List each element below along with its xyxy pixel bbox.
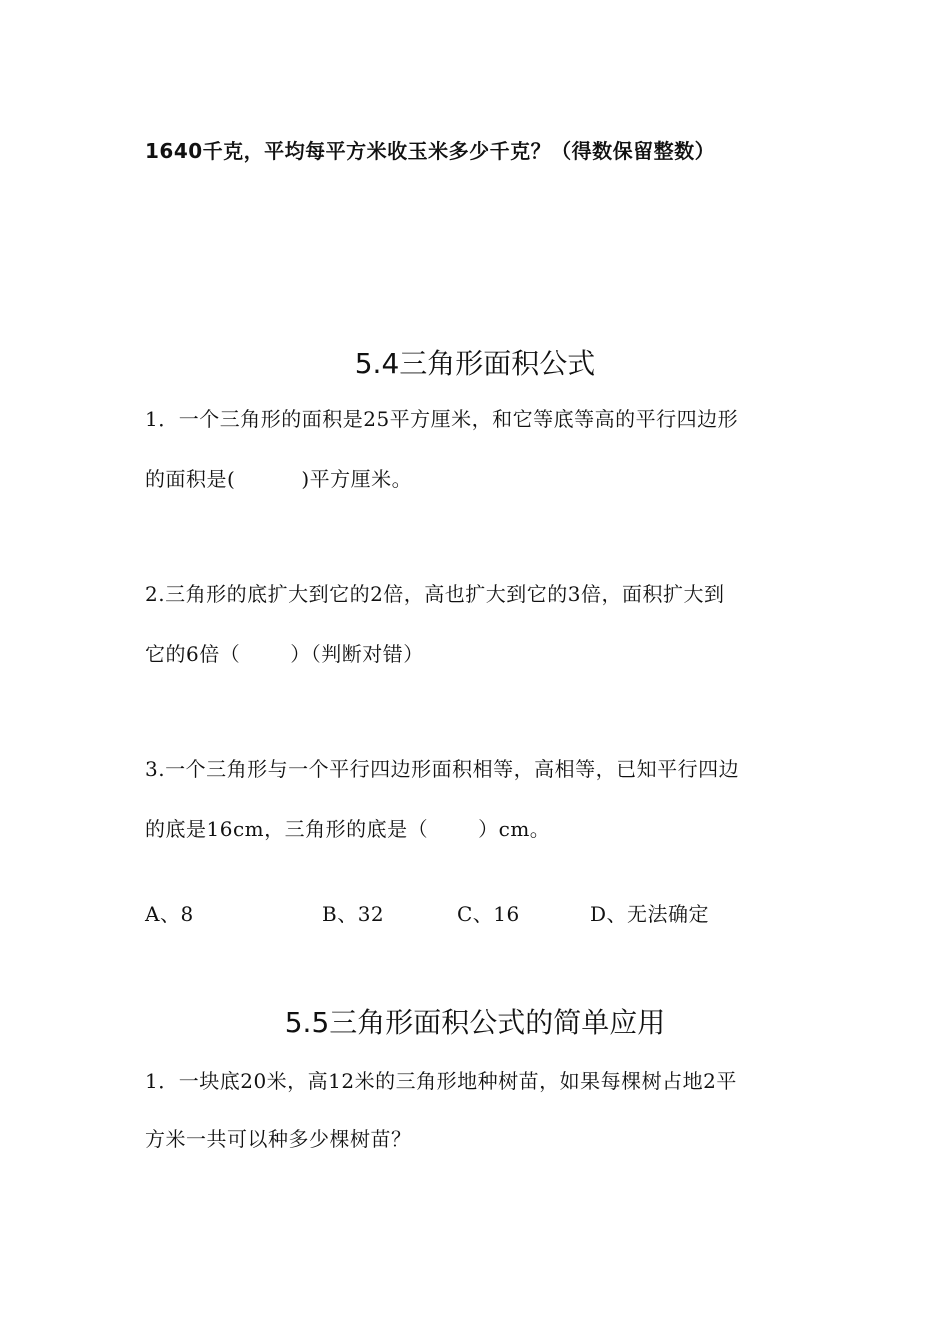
question-text: ）cm。 [478,817,551,841]
section-title-5-4: 5.4三角形面积公式 [354,347,596,380]
question-text-line [145,815,550,843]
section-title-5-5: 5.5三角形面积公式的简单应用 [284,1006,666,1039]
option-b: B、32 [322,902,385,926]
question-text: ）（判断对错） [290,642,424,666]
question-text: )平方厘米。 [301,467,413,491]
question-text: 它的6倍（ [145,642,241,666]
question-text-line: 方米一共可以种多少棵树苗？ [145,1127,412,1151]
question-text: 的面积是( [145,467,236,491]
option-d: D、无法确定 [590,902,710,926]
question-text-line [145,640,424,668]
question-text: 的底是16cm，三角形的底是（ [145,817,429,841]
continuation-text: 1640千克，平均每平方米收玉米多少千克？（得数保留整数） [145,139,716,163]
option-c: C、16 [457,902,520,926]
question-text-line [145,465,412,493]
question-text-line: 1．一个三角形的面积是25平方厘米，和它等底等高的平行四边形 [145,407,739,431]
question-text-line: 3.一个三角形与一个平行四边形面积相等，高相等，已知平行四边 [145,757,740,781]
option-a: A、8 [145,902,194,926]
question-text-line: 2.三角形的底扩大到它的2倍，高也扩大到它的3倍，面积扩大到 [145,582,725,606]
question-text-line: 1．一块底20米，高12米的三角形地种树苗，如果每棵树占地2平 [145,1069,737,1093]
